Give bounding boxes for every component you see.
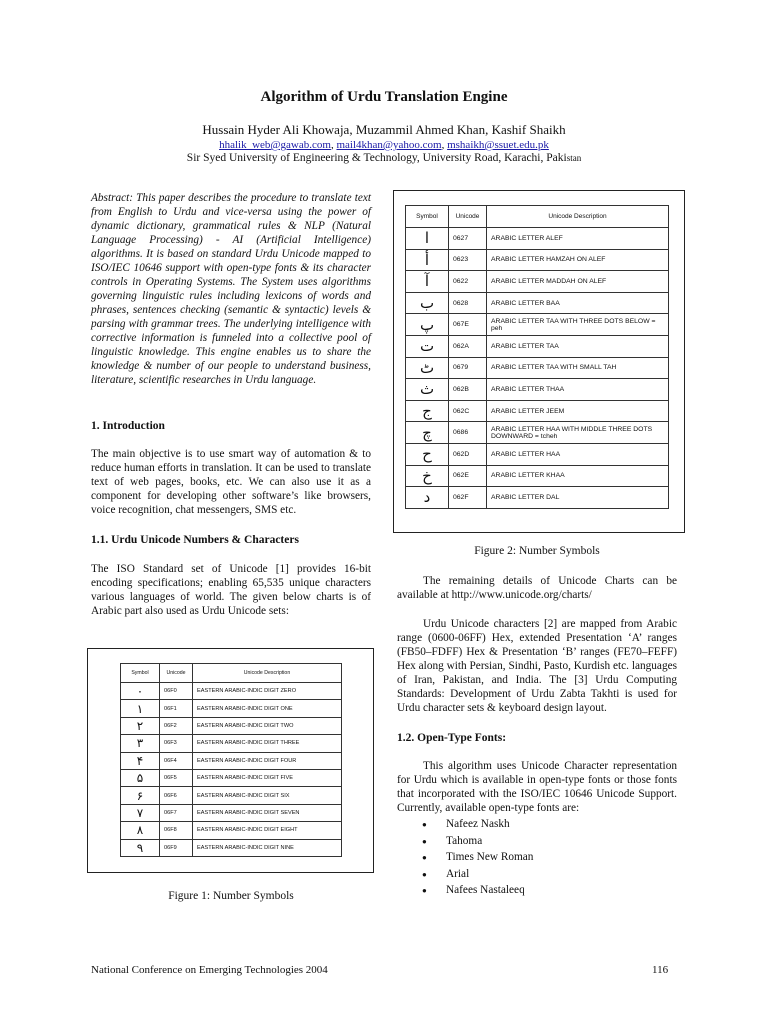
description-cell: EASTERN ARABIC-INDIC DIGIT ONE bbox=[193, 700, 342, 717]
description-cell: ARABIC LETTER KHAA bbox=[487, 465, 669, 487]
header-description: Unicode Description bbox=[487, 206, 669, 228]
unicode-cell: 0686 bbox=[449, 422, 487, 444]
section-heading-introduction: 1. Introduction bbox=[91, 420, 165, 432]
description-cell: ARABIC LETTER HAA bbox=[487, 443, 669, 465]
table-row bbox=[121, 804, 342, 821]
symbol-cell: پ bbox=[406, 314, 449, 336]
header-unicode: Unicode bbox=[160, 664, 193, 683]
unicode-cell: 062E bbox=[449, 465, 487, 487]
header-unicode: Unicode bbox=[449, 206, 487, 228]
font-list bbox=[422, 817, 662, 900]
table-row bbox=[406, 314, 669, 336]
description-cell: ARABIC LETTER BAA bbox=[487, 292, 669, 314]
font-list-item: ● Arial bbox=[422, 867, 662, 884]
table-row bbox=[121, 683, 342, 700]
table-row bbox=[406, 271, 669, 293]
table-row bbox=[121, 700, 342, 717]
symbol-cell: ۵ bbox=[121, 769, 160, 786]
description-cell: EASTERN ARABIC-INDIC DIGIT THREE bbox=[193, 735, 342, 752]
symbol-cell: ج bbox=[406, 400, 449, 422]
description-cell: ARABIC LETTER HAMZAH ON ALEF bbox=[487, 249, 669, 271]
number-symbols-body bbox=[121, 683, 342, 857]
unicode-cell: 0627 bbox=[449, 228, 487, 250]
affiliation bbox=[0, 152, 768, 164]
unicode-cell: 0679 bbox=[449, 357, 487, 379]
font-list-item: ● Tahoma bbox=[422, 834, 662, 851]
table-row bbox=[121, 787, 342, 804]
table-row bbox=[406, 443, 669, 465]
intro-paragraph: The main objective is to use smart way of automation & to reduce human efforts in translation. It can be used to translate text of web pages, books, etc. We can also use it as a component for developing other software’s like browsers, voice recognition, chat messengers, SMS etc. bbox=[91, 448, 371, 516]
section-heading-unicode-numbers: 1.1. Urdu Unicode Numbers & Characters bbox=[91, 534, 299, 546]
unicode-cell: 0628 bbox=[449, 292, 487, 314]
unicode-cell: 062D bbox=[449, 443, 487, 465]
symbol-cell: ٨ bbox=[121, 822, 160, 839]
unicode-cell: 06F1 bbox=[160, 700, 193, 717]
description-cell: EASTERN ARABIC-INDIC DIGIT FOUR bbox=[193, 752, 342, 769]
email-link-2[interactable]: mail4khan@yahoo.com bbox=[336, 139, 442, 151]
description-cell: EASTERN ARABIC-INDIC DIGIT TWO bbox=[193, 717, 342, 734]
email-separator: , bbox=[330, 139, 337, 151]
table-row bbox=[406, 228, 669, 250]
unicode-cell: 062B bbox=[449, 379, 487, 401]
font-list-item: ● Times New Roman bbox=[422, 850, 662, 867]
open-type-fonts-paragraph: This algorithm uses Unicode Character representation for Urdu which is available in open-type fonts or those fonts that incorporated with the ISO/IEC 10646 Unicode Support. Currently, available open-type fonts are: bbox=[397, 760, 677, 814]
symbol-cell: ٣ bbox=[121, 735, 160, 752]
letter-symbols-table bbox=[405, 205, 669, 509]
footer-conference: National Conference on Emerging Technologies 2004 bbox=[91, 964, 328, 976]
description-cell: ARABIC LETTER JEEM bbox=[487, 400, 669, 422]
font-list-item: ● Nafees Nastaleeq bbox=[422, 883, 662, 900]
description-cell: EASTERN ARABIC-INDIC DIGIT SIX bbox=[193, 787, 342, 804]
authors: Hussain Hyder Ali Khowaja, Muzammil Ahmed Khan, Kashif Shaikh bbox=[202, 122, 566, 137]
unicode-cell: 06F6 bbox=[160, 787, 193, 804]
table-header-row bbox=[121, 664, 342, 683]
table-header-row bbox=[406, 206, 669, 228]
unicode-cell: 06F4 bbox=[160, 752, 193, 769]
symbol-cell: ث bbox=[406, 379, 449, 401]
symbol-cell: ح bbox=[406, 443, 449, 465]
description-cell: EASTERN ARABIC-INDIC DIGIT ZERO bbox=[193, 683, 342, 700]
table-row bbox=[121, 717, 342, 734]
symbol-cell: ٹ bbox=[406, 357, 449, 379]
symbol-cell: ۴ bbox=[121, 752, 160, 769]
description-cell: ARABIC LETTER THAA bbox=[487, 379, 669, 401]
page-number: 116 bbox=[652, 964, 669, 976]
email-link-3[interactable]: mshaikh@ssuet.edu.pk bbox=[447, 139, 549, 151]
description-cell: ARABIC LETTER ALEF bbox=[487, 228, 669, 250]
description-cell: EASTERN ARABIC-INDIC DIGIT FIVE bbox=[193, 769, 342, 786]
description-cell: EASTERN ARABIC-INDIC DIGIT NINE bbox=[193, 839, 342, 856]
figure-2-box bbox=[393, 190, 685, 533]
table-row bbox=[406, 335, 669, 357]
font-list-item: ● Nafeez Naskh bbox=[422, 817, 662, 834]
unicode-cell: 06F8 bbox=[160, 822, 193, 839]
unicode-numbers-paragraph: The ISO Standard set of Unicode [1] provides 16-bit encoding specifications; enabling 65,535 unique characters various languages of world. The given below charts is of Arabic part also used as Urdu Unicode sets: bbox=[91, 563, 371, 617]
table-row bbox=[406, 357, 669, 379]
symbol-cell: د bbox=[406, 487, 449, 509]
table-row bbox=[121, 839, 342, 856]
affiliation-text: Sir Syed University of Engineering & Technology, University Road, Karachi, Paki bbox=[186, 152, 567, 164]
description-cell: ARABIC LETTER MADDAH ON ALEF bbox=[487, 271, 669, 293]
abstract: Abstract: This paper describes the procedure to translate text from English to Urdu and vice-versa using the power of dynamic dictionary, grammatical rules & NLP (Natural Language Processing) - AI (Artificial Intelligence) algorithms. It is based on standard Urdu Unicode mapped to ISO/IEC 10646 support with open-type fonts & its character controls in Operating Systems. The System uses algorithms governing linguistic rules including lexicons of words and phrases, sentences checking (semantic & syntactic) levels & parsing with grammar trees. The underlying intelligence with corrective information is funneled into a collective pool of linguistic knowledge. This engine enables us to share the knowledge & number of our people to understand business, literature, scientific researches in Urdu language. bbox=[91, 192, 371, 386]
table-row bbox=[406, 249, 669, 271]
unicode-mapping-paragraph: Urdu Unicode characters [2] are mapped from Arabic range (0600-06FF) Hex, extended Presentation ‘A’ ranges (FB50–FDFF) Hex & Presentation ‘B’ ranges (FE70–FEFF) Hex along with Persian, Sindhi, Pasto, Kurdish etc. languages of Iran, Pakistan, and India. The [3] Urdu Computing Standards: Development of Urdu Zabta Takhti is used for Urdu character sets & keyboard design layout. bbox=[397, 618, 677, 714]
description-cell: ARABIC LETTER HAA WITH MIDDLE THREE DOTS DOWNWARD = tcheh bbox=[487, 422, 669, 444]
symbol-cell: ب bbox=[406, 292, 449, 314]
symbol-cell: خ bbox=[406, 465, 449, 487]
symbol-cell: ٢ bbox=[121, 717, 160, 734]
unicode-cell: 062C bbox=[449, 400, 487, 422]
unicode-cell: 067E bbox=[449, 314, 487, 336]
description-cell: EASTERN ARABIC-INDIC DIGIT EIGHT bbox=[193, 822, 342, 839]
figure-1-box bbox=[87, 648, 374, 873]
symbol-cell: ۶ bbox=[121, 787, 160, 804]
description-cell: ARABIC LETTER TAA WITH THREE DOTS BELOW = peh bbox=[487, 314, 669, 336]
symbol-cell: ا bbox=[406, 228, 449, 250]
table-row bbox=[121, 752, 342, 769]
unicode-cell: 0623 bbox=[449, 249, 487, 271]
section-heading-open-type-fonts: 1.2. Open-Type Fonts: bbox=[397, 732, 507, 744]
header-symbol: Symbol bbox=[406, 206, 449, 228]
symbol-cell: ٠ bbox=[121, 683, 160, 700]
table-row bbox=[406, 465, 669, 487]
table-row bbox=[406, 400, 669, 422]
table-row bbox=[406, 487, 669, 509]
paper-title: Algorithm of Urdu Translation Engine bbox=[260, 89, 508, 105]
table-row bbox=[121, 769, 342, 786]
unicode-cell: 06F5 bbox=[160, 769, 193, 786]
unicode-cell: 06F7 bbox=[160, 804, 193, 821]
table-row bbox=[406, 422, 669, 444]
symbol-cell: آ bbox=[406, 271, 449, 293]
unicode-cell: 062A bbox=[449, 335, 487, 357]
figure-1-caption: Figure 1: Number Symbols bbox=[168, 890, 294, 902]
figure-2-caption: Figure 2: Number Symbols bbox=[474, 545, 600, 557]
unicode-cell: 0622 bbox=[449, 271, 487, 293]
affiliation-tail: stan bbox=[566, 153, 582, 163]
letter-symbols-body bbox=[406, 228, 669, 509]
header-description: Unicode Description bbox=[193, 664, 342, 683]
table-row bbox=[406, 379, 669, 401]
description-cell: ARABIC LETTER TAA WITH SMALL TAH bbox=[487, 357, 669, 379]
table-row bbox=[406, 292, 669, 314]
author-emails bbox=[0, 139, 768, 151]
unicode-cell: 062F bbox=[449, 487, 487, 509]
unicode-charts-paragraph: The remaining details of Unicode Charts can be available at http://www.unicode.org/charts/ bbox=[397, 575, 677, 601]
symbol-cell: ۷ bbox=[121, 804, 160, 821]
symbol-cell: أ bbox=[406, 249, 449, 271]
symbol-cell: ت bbox=[406, 335, 449, 357]
table-row bbox=[121, 822, 342, 839]
unicode-cell: 06F2 bbox=[160, 717, 193, 734]
description-cell: EASTERN ARABIC-INDIC DIGIT SEVEN bbox=[193, 804, 342, 821]
symbol-cell: ٩ bbox=[121, 839, 160, 856]
table-row bbox=[121, 735, 342, 752]
header-symbol: Symbol bbox=[121, 664, 160, 683]
email-link-1[interactable]: hhalik_web@gawab.com bbox=[219, 139, 331, 151]
email-separator: , bbox=[441, 139, 448, 151]
unicode-cell: 06F0 bbox=[160, 683, 193, 700]
unicode-cell: 06F9 bbox=[160, 839, 193, 856]
symbol-cell: چ bbox=[406, 422, 449, 444]
description-cell: ARABIC LETTER TAA bbox=[487, 335, 669, 357]
number-symbols-table bbox=[120, 663, 342, 857]
description-cell: ARABIC LETTER DAL bbox=[487, 487, 669, 509]
unicode-cell: 06F3 bbox=[160, 735, 193, 752]
symbol-cell: ١ bbox=[121, 700, 160, 717]
